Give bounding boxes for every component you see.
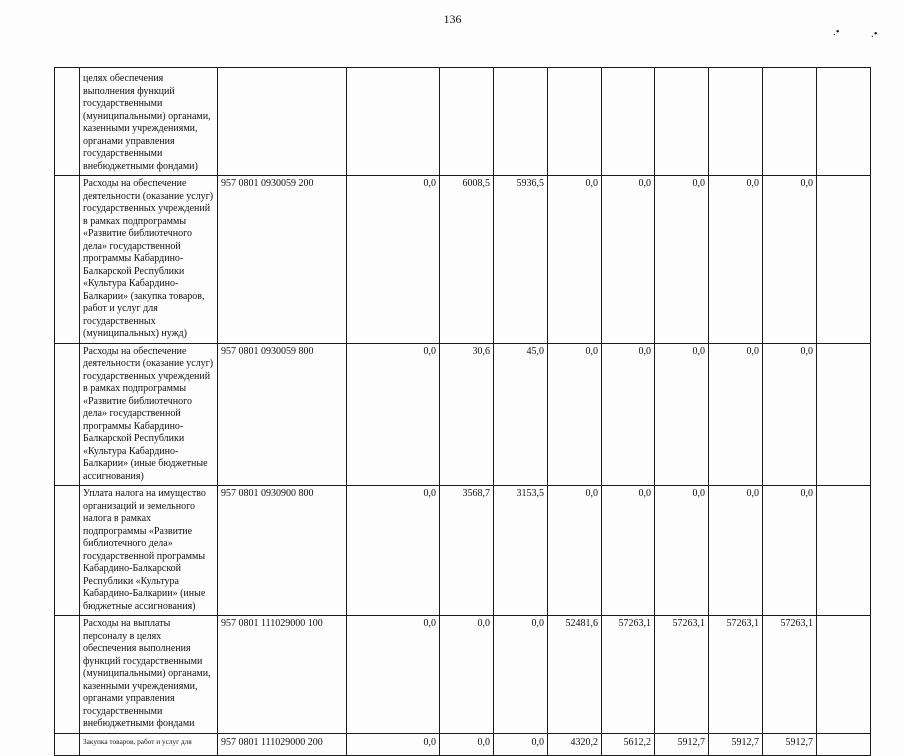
value-cell: 5912,7 (655, 733, 709, 755)
value-cell: 0,0 (655, 176, 709, 344)
description-cell: целях обеспечения выполнения функций государственными (муниципальными) органами, казенными учреждениями, органами управления государственными внебюджетными фондами) (80, 68, 218, 176)
value-cell: 30,6 (440, 343, 494, 486)
value-cell: 0,0 (347, 486, 440, 616)
table-row (55, 68, 871, 176)
value-cell: 6008,5 (440, 176, 494, 344)
value-cell: 57263,1 (763, 616, 817, 734)
value-cell: 0,0 (763, 343, 817, 486)
description-cell: Расходы на выплаты персоналу в целях обеспечения выполнения функций государственными (муниципальными) органами, казенными учреждениями, органами управления государственными внебюджетными фондами (80, 616, 218, 734)
row-marker-cell (55, 616, 80, 734)
value-cell: 0,0 (347, 616, 440, 734)
value-cell (709, 68, 763, 176)
value-cell (347, 68, 440, 176)
value-cell: 0,0 (347, 176, 440, 344)
value-cell: 0,0 (440, 616, 494, 734)
code-cell: 957 0801 0930059 800 (218, 343, 347, 486)
value-cell: 57263,1 (602, 616, 655, 734)
table-row (55, 616, 871, 734)
value-cell (817, 176, 871, 344)
row-marker-cell (55, 733, 80, 755)
value-cell: 57263,1 (655, 616, 709, 734)
value-cell (817, 733, 871, 755)
scan-artifact: .• (871, 28, 878, 40)
value-cell (494, 68, 548, 176)
value-cell: 5936,5 (494, 176, 548, 344)
value-cell: 0,0 (709, 486, 763, 616)
table-body (55, 68, 871, 756)
value-cell: 5612,2 (602, 733, 655, 755)
description-cell: Закупка товаров, работ и услуг для (80, 733, 218, 755)
value-cell: 0,0 (548, 486, 602, 616)
value-cell: 0,0 (763, 486, 817, 616)
value-cell (817, 616, 871, 734)
value-cell: 0,0 (655, 343, 709, 486)
scan-artifact: .• (833, 26, 840, 38)
value-cell (817, 486, 871, 616)
value-cell: 0,0 (602, 176, 655, 344)
budget-table (54, 67, 871, 756)
value-cell: 5912,7 (763, 733, 817, 755)
value-cell: 0,0 (494, 616, 548, 734)
value-cell (817, 68, 871, 176)
value-cell: 0,0 (763, 176, 817, 344)
value-cell: 3568,7 (440, 486, 494, 616)
row-marker-cell (55, 68, 80, 176)
description-cell: Расходы на обеспечение деятельности (оказание услуг) государственных учреждений в рамках подпрограммы «Развитие библиотечного дела» государственной программы Кабардино-Балкарской Республики «Культура Кабардино-Балкарии» (закупка товаров, работ и услуг для государственных (муниципальных) нужд) (80, 176, 218, 344)
description-cell: Уплата налога на имущество организаций и земельного налога в рамках подпрограммы «Развитие библиотечного дела» государственной программы Кабардино-Балкарской Республики «Культура Кабардино-Балкарии» (иные бюджетные ассигнования) (80, 486, 218, 616)
row-marker-cell (55, 343, 80, 486)
table-row (55, 486, 871, 616)
code-cell: 957 0801 0930059 200 (218, 176, 347, 344)
value-cell: 3153,5 (494, 486, 548, 616)
value-cell (763, 68, 817, 176)
code-cell: 957 0801 0930900 800 (218, 486, 347, 616)
value-cell: 57263,1 (709, 616, 763, 734)
description-cell: Расходы на обеспечение деятельности (оказание услуг) государственных учреждений в рамках подпрограммы «Развитие библиотечного дела» государственной программы Кабардино-Балкарской Республики «Культура Кабардино-Балкарии» (иные бюджетные ассигнования) (80, 343, 218, 486)
value-cell (655, 68, 709, 176)
value-cell (548, 68, 602, 176)
value-cell: 52481,6 (548, 616, 602, 734)
row-marker-cell (55, 176, 80, 344)
value-cell: 0,0 (709, 343, 763, 486)
table-row (55, 733, 871, 755)
page-number: 136 (443, 12, 462, 26)
value-cell: 0,0 (655, 486, 709, 616)
value-cell: 0,0 (602, 343, 655, 486)
table-row (55, 343, 871, 486)
value-cell: 0,0 (709, 176, 763, 344)
code-cell: 957 0801 111029000 200 (218, 733, 347, 755)
value-cell: 45,0 (494, 343, 548, 486)
code-cell (218, 68, 347, 176)
value-cell (602, 68, 655, 176)
table-row (55, 176, 871, 344)
value-cell: 0,0 (347, 343, 440, 486)
row-marker-cell (55, 486, 80, 616)
value-cell: 5912,7 (709, 733, 763, 755)
value-cell: 0,0 (548, 176, 602, 344)
value-cell: 0,0 (440, 733, 494, 755)
value-cell: 0,0 (494, 733, 548, 755)
value-cell: 4320,2 (548, 733, 602, 755)
value-cell: 0,0 (548, 343, 602, 486)
value-cell: 0,0 (347, 733, 440, 755)
code-cell: 957 0801 111029000 100 (218, 616, 347, 734)
value-cell (440, 68, 494, 176)
value-cell (817, 343, 871, 486)
value-cell: 0,0 (602, 486, 655, 616)
